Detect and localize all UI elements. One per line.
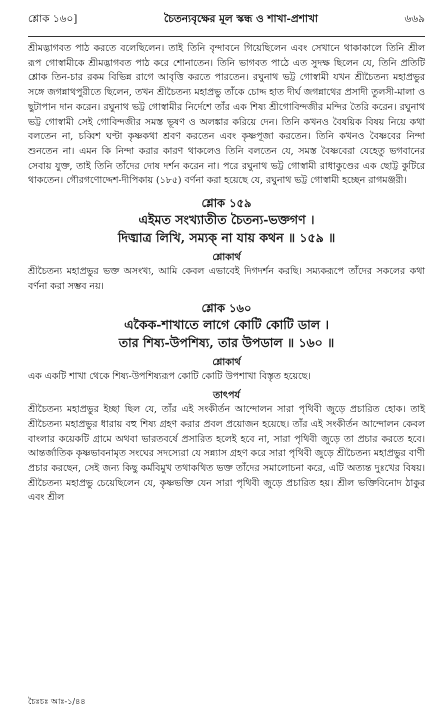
running-header <box>28 0 425 37</box>
verse-reference: শ্লোক ১৬০] <box>28 13 78 25</box>
verse-159-translation: শ্রীচৈতন্য মহাপ্রভুর ভক্ত অসংখ্য, আমি কেবল এভাবেই দিগদর্শন করছি। সম্যকরূপে তাঁদের সকলের কথা বর্ণনা করা সম্ভব নয়। <box>28 266 425 292</box>
verse-159-translation-label: শ্লোকার্থ <box>212 252 241 264</box>
purport-continuation: শ্রীমদ্ভাগবত পাঠ করতে বলেছিলেন। তাই তিনি বৃন্দাবনে গিয়েছিলেন এবং সেখানে থাকাকালে তিনি শ্রীল রূপ গোস্বামীকে শ্রীমদ্ভাগবত পাঠ করে শোনাতেন। তিনি ভাগবত পাঠে এত সুদক্ষ ছিলেন যে, তিনি প্রতিটি শ্লোক তিন-চার রকম বিভিন্ন রাগে আবৃত্তি করতে পারতেন। রঘুনাথ ভট্ট গোস্বামী যখন শ্রীচৈতন্য মহাপ্রভুর সঙ্গে জগন্নাথপুরীতে ছিলেন, তখন শ্রীচৈতন্য মহাপ্রভু তাঁকে চোদ্দ হাত দীর্ঘ জগন্নাথের প্রসাদী তুলসী-মালা ও ছুটাপান দান করেন। রঘুনাথ ভট্ট গোস্বামীর নির্দেশে তাঁর এক শিষ্য শ্রীগোবিন্দজীর মন্দির তৈরি করেন। রঘুনাথ ভট্ট গোস্বামী সেই গোবিন্দজীর সমস্ত ভূষণ ও অলঙ্কার করিয়ে দেন। তিনি কখনও বৈষয়িক বিষয় নিয়ে কথা বলতেন না, চব্বিশ ঘণ্টা কৃষ্ণকথা শ্রবণ করতেন এবং কৃষ্ণপূজা করতেন। তিনি কখনও বৈষ্ণবের নিন্দা শুনতেন না। এমন কি নিন্দা করার কারণ থাকলেও তিনি বলতেন যে, সমস্ত বৈষ্ণবেরা যেহেতু ভগবানের সেবায় যুক্ত, তাই তিনি তাঁদের দোষ দর্শন করেন না। পরে রঘুনাথ ভট্ট গোস্বামী রাধাকুণ্ডের এক ছোট্ট কুটিরে থাকতেন। গৌরগণোদ্দেশ-দীপিকায় (১৮৫) বর্ণনা করা হয়েছে যে, রঘুনাথ ভট্ট গোস্বামী হচ্ছেন রাগমঞ্জরী। <box>28 43 425 187</box>
verse-160-line-1: একৈক-শাখাতে লাগে কোটি কোটি ডাল । <box>124 317 329 333</box>
chapter-title: চৈতন্যবৃক্ষের মূল স্কন্ধ ও শাখা-প্রশাখা <box>164 13 318 25</box>
verse-159-line-1: এইমত সংখ্যাতীত চৈতন্য-ভক্তগণ । <box>138 212 315 228</box>
verse-160-purport: শ্রীচৈতন্য মহাপ্রভুর ইচ্ছা ছিল যে, তাঁর এই সংকীর্তন আন্দোলন সারা পৃথিবী জুড়ে প্রচারিত হোক। তাই শ্রীচৈতন্য মহাপ্রভুর ধারায় বহু শিষ্য গ্রহণ করার প্রবল প্রয়োজন হয়েছে। তাঁর এই সংকীর্তন আন্দোলন কেবল বাংলার কয়েকটি গ্রামে অথবা ভারতবর্ষে প্রসারিত হলেই হবে না, সারা পৃথিবী জুড়ে তা প্রচার করতে হবে। আন্তর্জাতিক কৃষ্ণভাবনামৃত সংঘের সদস্যেরা যে সন্ন্যাস গ্রহণ করে সারা পৃথিবী জুড়ে শ্রীচৈতন্য মহাপ্রভুর বাণী প্রচার করছেন, সেই জন্য কিছু কর্মবিমুখ তথাকথিত ভক্ত তাঁদের সমালোচনা করে, এটি অত্যন্ত দুঃখের বিষয়। শ্রীচৈতন্য মহাপ্রভু চেয়েছিলেন যে, কৃষ্ণভক্তি যেন সারা পৃথিবী জুড়ে প্রচারিত হয়। শ্রীল ভক্তিবিনোদ ঠাকুর এবং শ্রীল <box>28 404 425 504</box>
verse-159-line-2: দিঙ্মাত্র লিখি, সম্যক্ না যায় কথন ॥ ১৫৯ ॥ <box>117 230 336 246</box>
verse-160-number: শ্লোক ১৬০ <box>201 301 252 316</box>
verse-160-purport-label: তাৎপর্য <box>213 390 240 402</box>
verse-160-line-2: তার শিষ্য-উপশিষ্য, তার উপডাল ॥ ১৬০ ॥ <box>118 335 335 351</box>
verse-160-translation-label: শ্লোকার্থ <box>212 357 241 369</box>
verse-159-number: শ্লোক ১৫৯ <box>201 196 252 211</box>
page-number: ৬৬৯ <box>404 13 425 25</box>
signature-mark: চৈঃচঃ আঃ-১/৪৪ <box>28 697 86 706</box>
verse-160-translation: এক একটি শাখা থেকে শিষ্য-উপশিষ্যরূপ কোটি কোটি উপশাখা বিস্তৃত হয়েছে। <box>28 371 311 383</box>
